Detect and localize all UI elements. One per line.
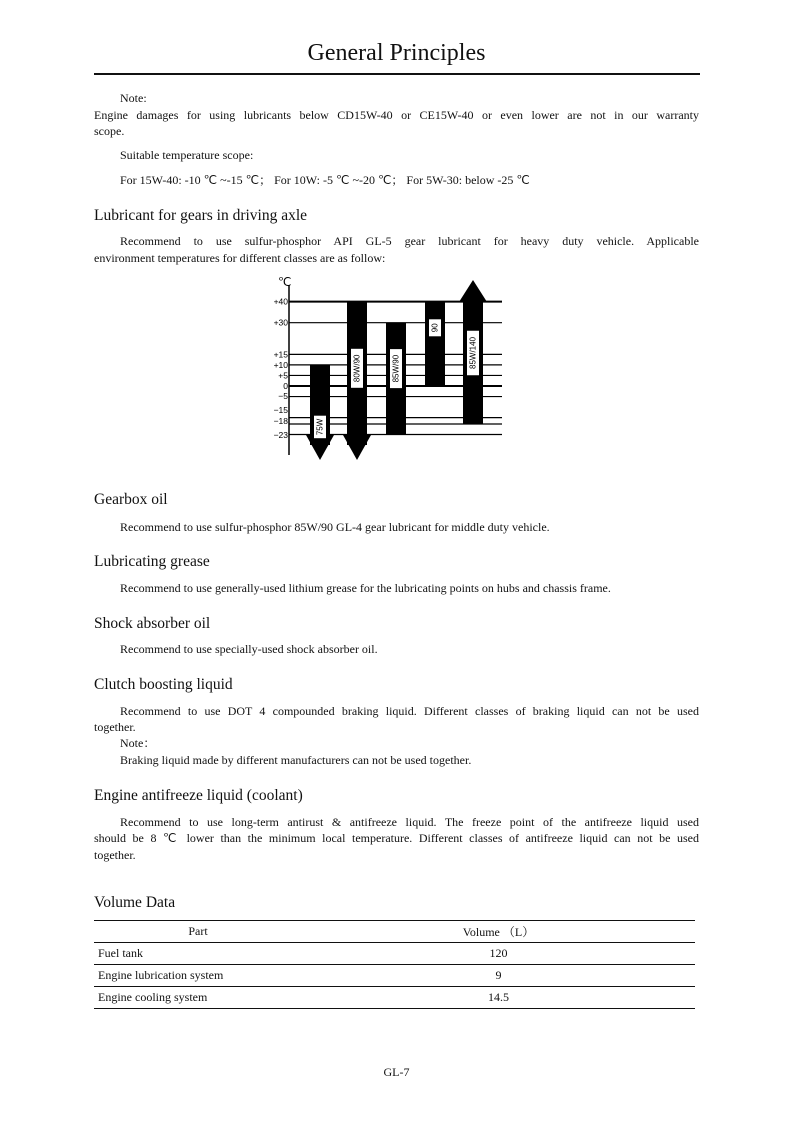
tick-label: +10 bbox=[273, 359, 288, 370]
bar-label: 90 bbox=[430, 323, 440, 333]
page-number: GL-7 bbox=[383, 1065, 410, 1079]
section-heading: Clutch boosting liquid bbox=[94, 676, 233, 693]
note-line: Engine damages for using lubricants below CD15W-40 or CE15W-40 or even lower are not in our warranty bbox=[94, 108, 699, 122]
section-heading: Gearbox oil bbox=[94, 491, 168, 508]
paragraph-line: environment temperatures for different classes are as follow: bbox=[94, 251, 386, 265]
paragraph-line: Recommend to use long-term antirust & antifreeze liquid. The freeze point of the antifreeze liquid used bbox=[120, 815, 699, 829]
tick-label: +30 bbox=[273, 317, 288, 328]
volume-cell: 9 bbox=[302, 965, 695, 987]
paragraph-line: Recommend to use sulfur-phosphor API GL-5 gear lubricant for heavy duty vehicle. Applicable bbox=[120, 234, 699, 248]
tick-label: +15 bbox=[273, 349, 288, 360]
tick-label: +40 bbox=[273, 296, 288, 307]
arrow-up-icon bbox=[459, 280, 487, 302]
temp-text: For 15W-40: -10 ℃ ~-15 ℃； For 10W: -5 ℃ ~-20 ℃； For 5W-30: below -25 ℃ bbox=[120, 173, 530, 187]
title-rule bbox=[94, 73, 700, 75]
paragraph: Recommend to use specially-used shock absorber oil. bbox=[120, 642, 378, 656]
bar-label: 75W bbox=[315, 418, 325, 436]
arrow-down-icon bbox=[306, 435, 334, 460]
part-cell: Engine cooling system bbox=[94, 987, 302, 1009]
note-text: Braking liquid made by different manufacturers can not be used together. bbox=[120, 753, 472, 767]
bar-label: 85W/140 bbox=[468, 336, 478, 370]
column-header: Volume （L） bbox=[302, 921, 695, 943]
note-label: Note: bbox=[120, 91, 147, 105]
table-row bbox=[94, 965, 695, 987]
tick-label: −5 bbox=[278, 391, 288, 401]
paragraph-line: Recommend to use DOT 4 compounded braking liquid. Different classes of braking liquid can not be used bbox=[120, 704, 699, 718]
bar-label: 85W/90 bbox=[391, 354, 401, 383]
section-heading: Lubricant for gears in driving axle bbox=[94, 207, 308, 224]
column-header: Part bbox=[94, 921, 302, 943]
paragraph-line: together. bbox=[94, 848, 136, 862]
table-row bbox=[94, 987, 695, 1009]
tick-label: −23 bbox=[273, 430, 288, 440]
tick-label: +5 bbox=[278, 370, 288, 381]
section-heading: Shock absorber oil bbox=[94, 615, 211, 632]
paragraph-line: should be 8 ℃ lower than the minimum local temperature. Different classes of antifreeze liquid can not be used bbox=[94, 831, 699, 845]
paragraph: Recommend to use generally-used lithium grease for the lubricating points on hubs and chassis frame. bbox=[120, 581, 611, 595]
table-row bbox=[94, 943, 695, 965]
tick-label: −18 bbox=[273, 416, 288, 426]
volume-cell: 14.5 bbox=[302, 987, 695, 1009]
y-axis-label: ℃ bbox=[278, 275, 292, 289]
tick-label: 0 bbox=[283, 381, 288, 391]
paragraph: Recommend to use sulfur-phosphor 85W/90 GL-4 gear lubricant for middle duty vehicle. bbox=[120, 520, 550, 534]
volume-cell: 120 bbox=[302, 943, 695, 965]
table-header-row bbox=[94, 921, 695, 943]
bar-90 bbox=[425, 302, 445, 386]
part-cell: Engine lubrication system bbox=[94, 965, 302, 987]
tick-label: −15 bbox=[273, 405, 288, 415]
temperature-chart bbox=[260, 270, 510, 470]
section-heading: Lubricating grease bbox=[94, 553, 210, 570]
section-heading: Engine antifreeze liquid (coolant) bbox=[94, 787, 303, 804]
volume-table bbox=[94, 920, 695, 1009]
part-cell: Fuel tank bbox=[94, 943, 302, 965]
temp-label: Suitable temperature scope: bbox=[120, 148, 254, 162]
arrow-down-icon bbox=[343, 435, 371, 460]
page-title: General Principles bbox=[307, 40, 486, 66]
note-label: Note： bbox=[120, 736, 156, 750]
section-heading: Volume Data bbox=[94, 894, 176, 911]
bar-label: 80W/90 bbox=[352, 354, 362, 383]
paragraph-line: together. bbox=[94, 720, 136, 734]
note-line: scope. bbox=[94, 124, 125, 138]
